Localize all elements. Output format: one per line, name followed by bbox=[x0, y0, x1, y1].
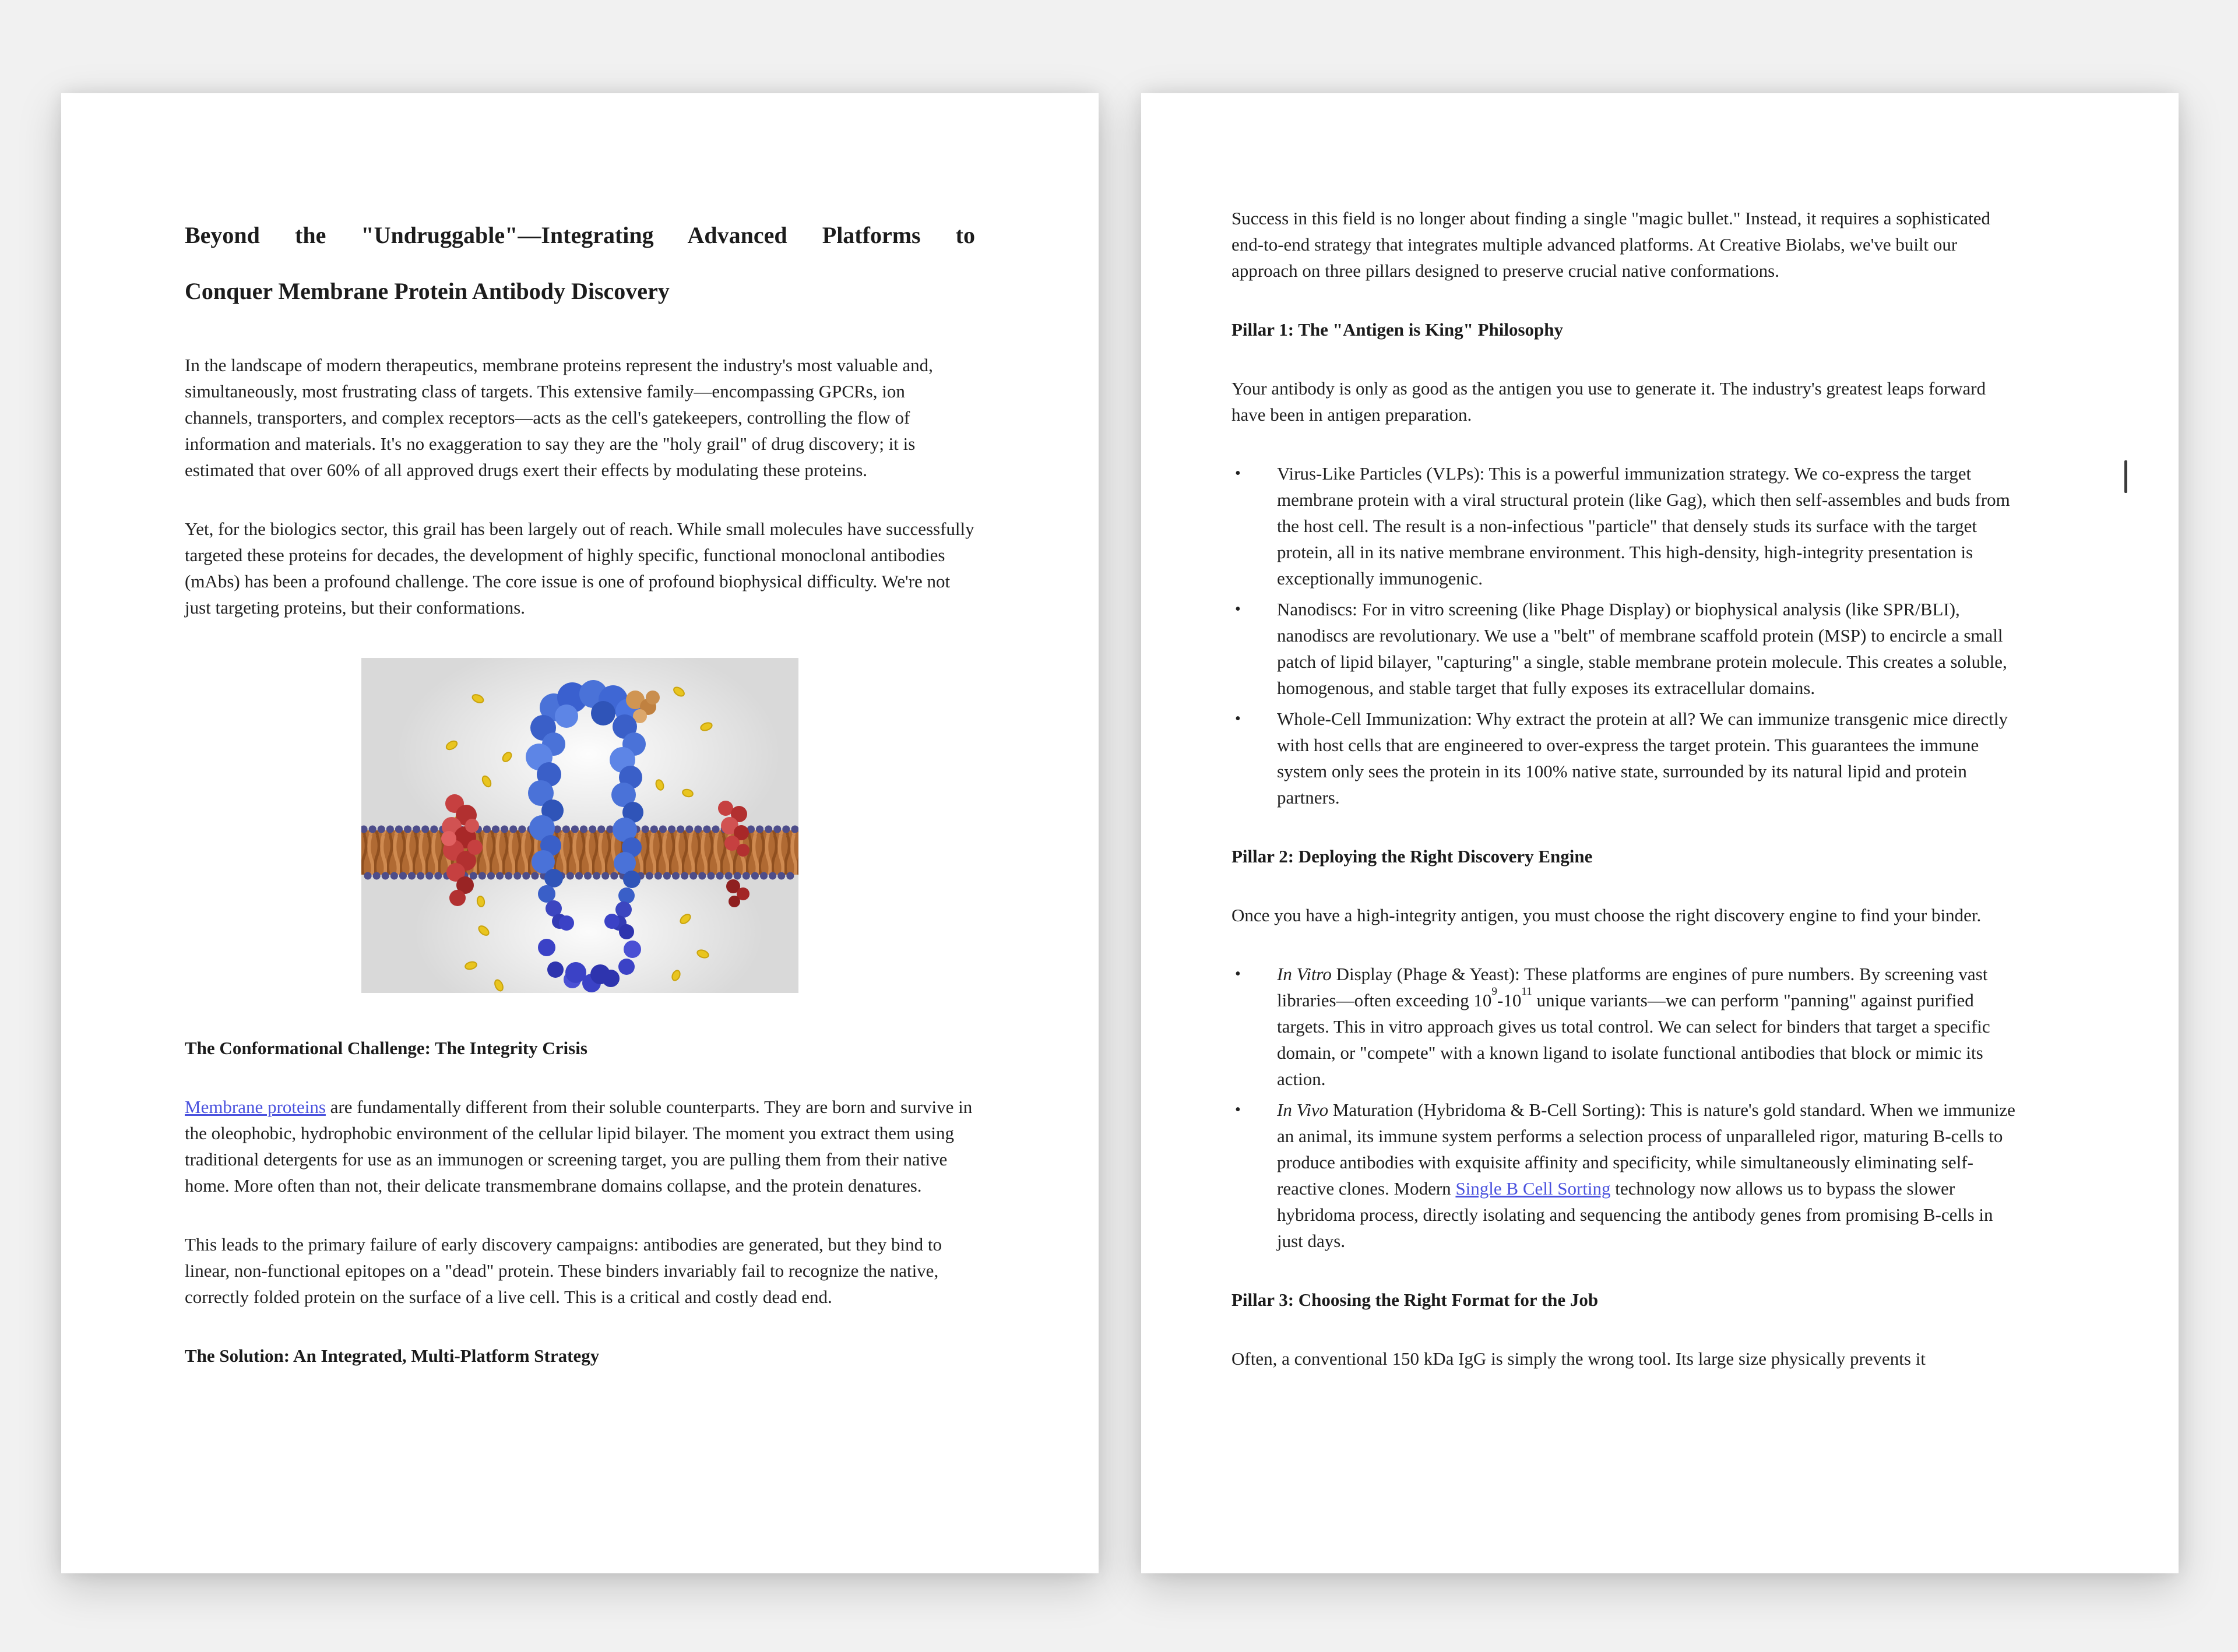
in-vivo-italic: In Vivo bbox=[1277, 1100, 1329, 1120]
paragraph-success: Success in this field is no longer about finding a single "magic bullet." Instead, it requires a sophisticated end-to-end strategy that integrates multiple advanced platforms. At Creative Biolabs, we've built our approach on three pillars designed to preserve crucial native conformations. bbox=[1231, 208, 1991, 281]
paragraph-igg-format: Often, a conventional 150 kDa IgG is simply the wrong tool. Its large size physically prevents it bbox=[1231, 1348, 1926, 1369]
title-line-2: Conquer Membrane Protein Antibody Discovery bbox=[185, 278, 670, 304]
bullet-icon: • bbox=[1235, 600, 1241, 618]
heading-pillar-2: Pillar 2: Deploying the Right Discovery Engine bbox=[1231, 846, 1593, 866]
heading-solution: The Solution: An Integrated, Multi-Platform Strategy bbox=[185, 1345, 600, 1366]
heading-pillar-3: Pillar 3: Choosing the Right Format for the Job bbox=[1231, 1290, 1599, 1310]
pillar-1-bullet-list bbox=[1231, 460, 2024, 811]
paragraph-membrane-proteins-text: are fundamentally different from their soluble counterparts. They are born and survive in the oleophobic, hydrophobic environment of the cellular lipid bilayer. The moment you extract them using traditional detergents for use as an immunogen or screening target, you are pulling them from their native home. More often than not, their delicate transmembrane domains collapse, and the protein denatures. bbox=[185, 1097, 973, 1196]
paragraph-antibody-antigen: Your antibody is only as good as the antigen you use to generate it. The industry's greatest leaps forward have been in antigen preparation. bbox=[1231, 378, 1986, 425]
membrane-protein-figure bbox=[361, 658, 798, 993]
paragraph-biologics: Yet, for the biologics sector, this grail has been largely out of reach. While small molecules have successfully targeted these proteins for decades, the development of highly specific, functional monoclonal antibodies (mAbs) has been a profound challenge. The core issue is one of profound biophysical difficulty. We're not just targeting proteins, but their conformations. bbox=[185, 519, 974, 618]
heading-pillar-1: Pillar 1: The "Antigen is King" Philosophy bbox=[1231, 319, 1563, 340]
list-item-in-vitro bbox=[1231, 961, 2024, 1092]
membrane-proteins-link[interactable]: Membrane proteins bbox=[185, 1097, 326, 1117]
list-item-whole-cell bbox=[1231, 706, 2024, 811]
membrane-protein-illustration bbox=[361, 658, 798, 993]
bullet-icon: • bbox=[1235, 1101, 1241, 1119]
title-line-1: Beyond the "Undruggable"—Integrating Advanced Platforms to bbox=[185, 222, 975, 248]
superscript-exponent: 11 bbox=[1521, 985, 1532, 998]
pillar-2-bullet-list bbox=[1231, 961, 2024, 1254]
list-item-run: Display (Phage & Yeast): These platforms are engines of pure numbers. By screening vast libraries—often exceeding 10 bbox=[1277, 964, 1988, 1010]
paragraph-membrane-proteins bbox=[185, 1094, 975, 1199]
list-item-text bbox=[1277, 964, 1990, 1089]
paragraph-discovery-engine: Once you have a high-integrity antigen, you must choose the right discovery engine to find your binder. bbox=[1231, 905, 1982, 925]
document-title bbox=[185, 207, 975, 319]
single-b-cell-sorting-link[interactable]: Single B Cell Sorting bbox=[1455, 1178, 1611, 1199]
list-item-run: -10 bbox=[1497, 990, 1522, 1010]
list-item-text: Virus-Like Particles (VLPs): This is a powerful immunization strategy. We co-express the target membrane protein with a viral structural protein (like Gag), which then self-assembles and buds from the host cell. The result is a non-infectious "particle" that densely studs its surface with the target protein, all in its native membrane environment. This high-density, high-integrity presentation is exceptionally immunogenic. bbox=[1277, 463, 2010, 589]
list-item-text bbox=[1277, 1100, 2015, 1251]
list-item-run: Maturation (Hybridoma & B-Cell Sorting): This is nature's gold standard. When we immunize an animal, its immune system performs a selection process of unparalleled rigor, maturing B-cells to produce antibodies with exquisite affinity and specificity, while simultaneously eliminating self-reactive clones. Modern bbox=[1277, 1100, 2015, 1199]
bullet-icon: • bbox=[1235, 965, 1241, 983]
page-2 bbox=[1141, 93, 2179, 1573]
list-item-text: Whole-Cell Immunization: Why extract the protein at all? We can immunize transgenic mice directly with host cells that are engineered to over-express the target protein. This guarantees the immune system only sees the protein in its 100% native state, surrounded by its natural lipid and protein partners. bbox=[1277, 709, 2008, 808]
in-vitro-italic: In Vitro bbox=[1277, 964, 1332, 984]
list-item-vlps bbox=[1231, 460, 2024, 591]
superscript-exponent: 9 bbox=[1491, 985, 1498, 998]
list-item-in-vivo bbox=[1231, 1097, 2024, 1254]
paragraph-intro: In the landscape of modern therapeutics, membrane proteins represent the industry's most valuable and, simultaneously, most frustrating class of targets. This extensive family—encompassing GPCRs, ion channels, transporters, and complex receptors—acts as the cell's gatekeepers, controlling the flow of information and materials. It's no exaggeration to say they are the "holy grail" of drug discovery; it is estimated that over 60% of all approved drugs exert their effects by modulating these proteins. bbox=[185, 355, 933, 480]
list-item-text: Nanodiscs: For in vitro screening (like Phage Display) or biophysical analysis (like SPR/BLI), nanodiscs are revolutionary. We use a "belt" of membrane scaffold protein (MSP) to encircle a small patch of lipid bilayer, "capturing" a single, stable membrane protein molecule. This creates a soluble, homogenous, and stable target that fully exposes its extracellular domains. bbox=[1277, 599, 2007, 698]
paragraph-primary-failure: This leads to the primary failure of early discovery campaigns: antibodies are generated, but they bind to linear, non-functional epitopes on a "dead" protein. These binders invariably fail to recognize the native, correctly folded protein on the surface of a live cell. This is a critical and costly dead end. bbox=[185, 1234, 942, 1307]
page-1 bbox=[61, 93, 1099, 1573]
list-item-nanodiscs bbox=[1231, 596, 2024, 701]
text-cursor bbox=[2124, 460, 2127, 493]
bullet-icon: • bbox=[1235, 464, 1241, 482]
bullet-icon: • bbox=[1235, 710, 1241, 728]
list-item-run: unique variants—we can perform "panning" against purified targets. This in vitro approach gives us total control. We can select for binders that target a specific domain, or "compete" with a known ligand to isolate functional antibodies that block or mimic its action. bbox=[1277, 990, 1990, 1089]
heading-conformational-challenge: The Conformational Challenge: The Integrity Crisis bbox=[185, 1038, 587, 1058]
list-item-run: technology now allows us to bypass the slower hybridoma process, directly isolating and sequencing the antibody genes from promising B-cells in just days. bbox=[1277, 1178, 1993, 1251]
